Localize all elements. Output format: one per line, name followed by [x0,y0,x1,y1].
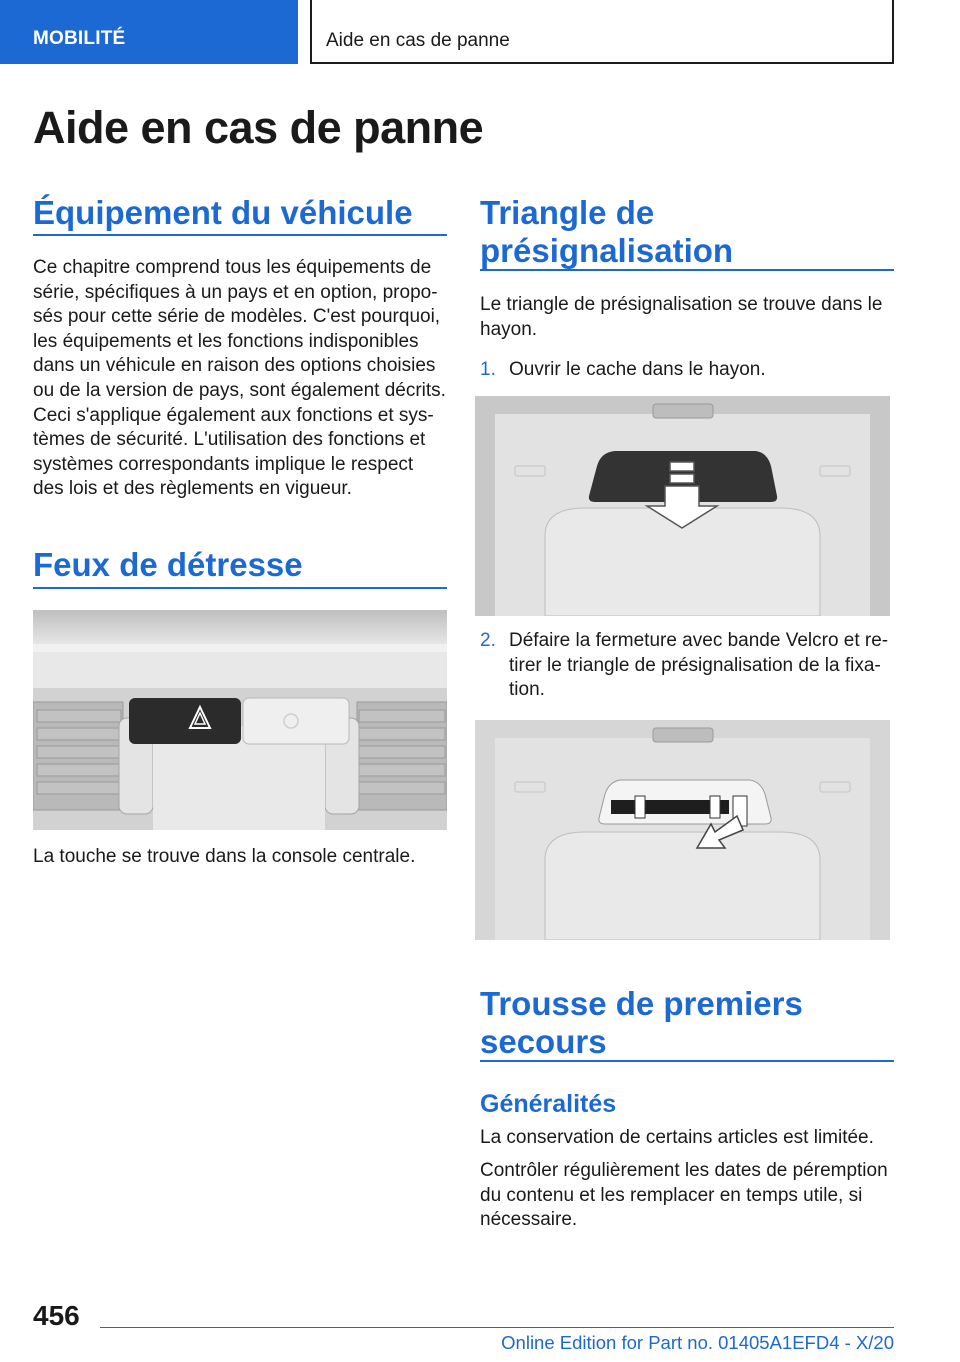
step-2 [480,629,900,704]
equipment-line: série, spécifiques à un pays et en option, propo‐ [33,281,438,303]
triangle-heading-line: Triangle de [480,194,655,231]
page-number: 456 [33,1300,80,1331]
equipment-line: ou de la version de pays, sont également décrits. [33,379,446,401]
hazard-caption: La touche se trouve dans la console centrale. [33,846,416,867]
general-line: Contrôler régulièrement les dates de péremption [480,1160,888,1181]
step-text: Ouvrir le cache dans le hayon. [509,359,766,380]
equipment-line: Ce chapitre comprend tous les équipements de [33,257,432,278]
hazard-heading: Feux de détresse [33,546,303,583]
general-line: La conservation de certains articles est limitée. [480,1127,874,1148]
step-number: 2. [480,630,496,651]
general-heading: Généralités [480,1090,617,1118]
general-line: du contenu et les remplacer en temps utile, si [480,1184,863,1206]
equipment-heading-rule [33,234,447,236]
equipment-heading: Équipement du véhicule [33,194,413,231]
step-text [509,629,888,703]
firstaid-heading-line: secours [480,1023,607,1060]
step-1 [480,358,900,383]
equipment-line: tèmes de sécurité. L'utilisation des fonctions et [33,429,426,451]
firstaid-heading [480,985,803,1061]
footer-rule [100,1327,894,1328]
step-text-line: tirer le triangle de présignalisation de la fixa‐ [509,654,881,676]
firstaid-heading-rule [480,1060,894,1062]
equipment-line: des lois et des règlements en vigueur. [33,478,352,500]
firstaid-heading-line: Trousse de premiers [480,985,803,1022]
general-paragraph-2 [480,1159,900,1233]
general-line: nécessaire. [480,1209,578,1231]
triangle-intro-line: hayon. [480,318,538,340]
triangle-removal-illustration [475,720,890,940]
equipment-line: dans un véhicule en raison des options choisies [33,355,436,377]
footer-edition-text: Online Edition for Part no. 01405A1EFD4 - X/20 [501,1332,894,1353]
equipment-line: systèmes correspondants implique le respect [33,453,414,475]
step-text-line: tion. [509,679,545,701]
triangle-heading-line: présignalisation [480,232,734,269]
section-tab-label: MOBILITÉ [33,28,126,49]
chapter-tab-label: Aide en cas de panne [326,30,510,51]
equipment-paragraph [33,256,453,502]
tailgate-cover-figure [475,396,890,616]
chapter-tab [310,0,894,64]
step-number: 1. [480,359,496,380]
step-text-line: Défaire la fermeture avec bande Velcro et re‐ [509,630,889,651]
triangle-heading-rule [480,269,894,271]
equipment-line: Ceci s'applique également aux fonctions et sys‐ [33,404,434,426]
equipment-line: sés pour cette série de modèles. C'est pourquoi, [33,306,441,328]
page-title: Aide en cas de panne [33,102,484,153]
hazard-switch-figure [33,610,447,830]
tailgate-cover-illustration [475,396,890,616]
triangle-removal-figure [475,720,890,940]
section-tab [0,0,298,64]
general-paragraph-1 [480,1126,900,1151]
triangle-intro-line: Le triangle de présignalisation se trouve dans le [480,294,883,315]
hazard-heading-rule [33,587,447,589]
triangle-heading [480,194,733,270]
hazard-switch-illustration [33,610,447,830]
equipment-line: les équipements et les fonctions indisponibles [33,330,419,352]
triangle-intro [480,293,900,342]
